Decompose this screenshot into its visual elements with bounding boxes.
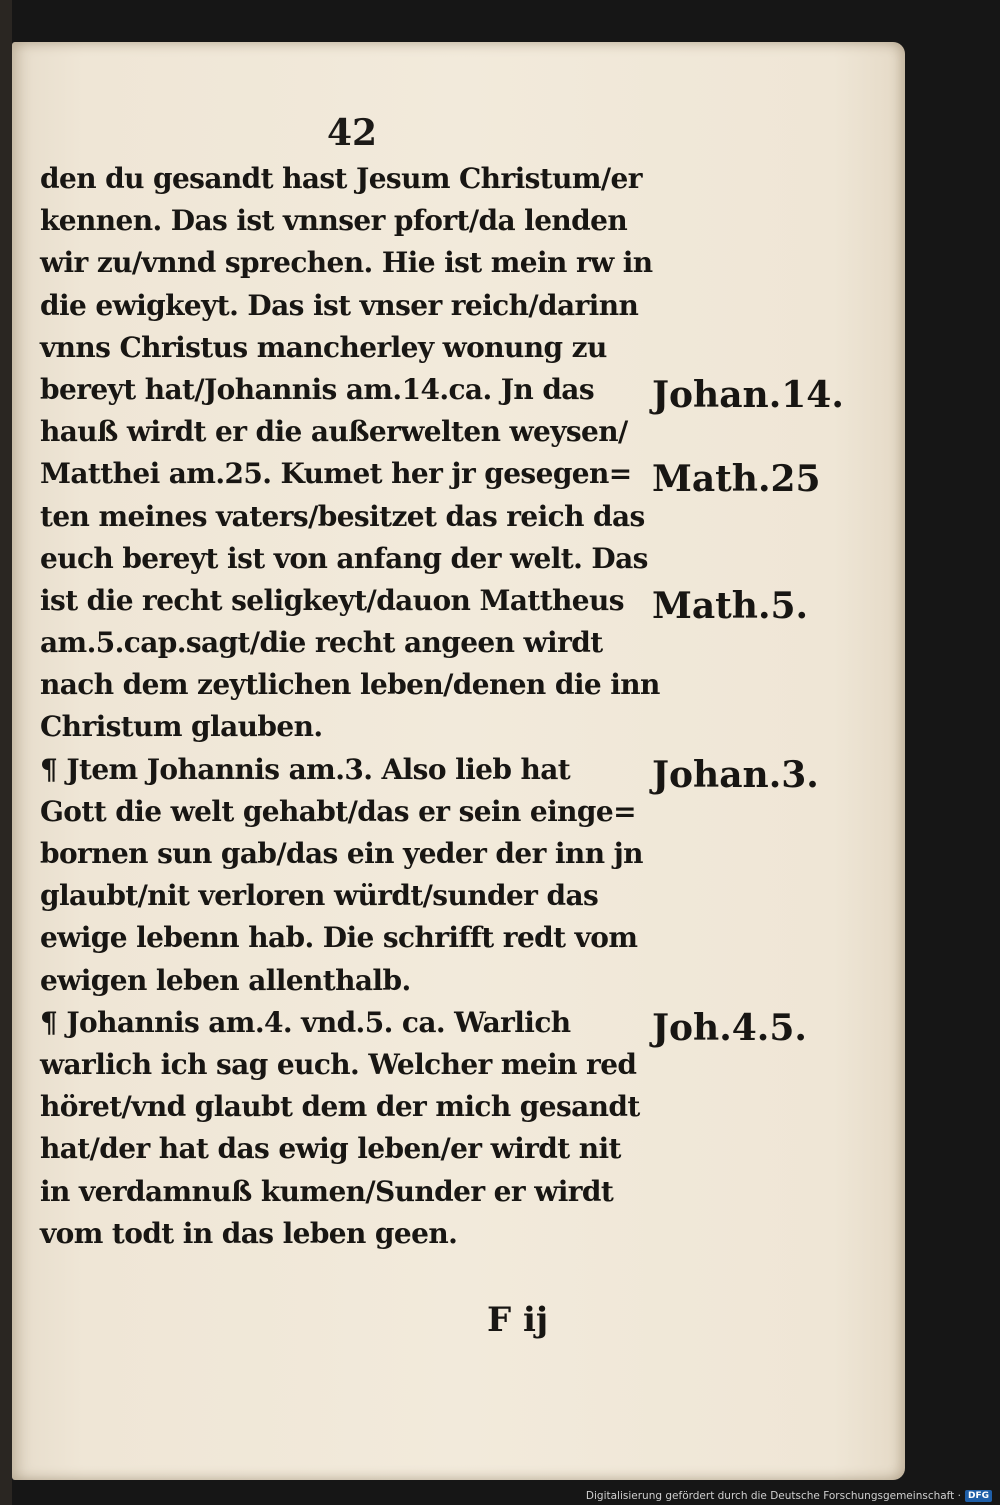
text-line: Gott die welt gehabt/das er sein einge=	[40, 794, 636, 828]
text-line: Christum glauben.	[40, 710, 323, 744]
text-line: euch bereyt ist von anfang der welt. Das	[40, 541, 648, 575]
text-line: ist die recht seligkeyt/dauon Mattheus	[40, 583, 624, 617]
text-line: kennen. Das ist vnnser pfort/da lenden	[40, 204, 628, 238]
body-text	[40, 158, 660, 1255]
text-line: hat/der hat das ewig leben/er wirdt nit	[40, 1132, 621, 1166]
signature-mark: F ij	[487, 1300, 549, 1340]
footer-text: Digitalisierung gefördert durch die Deutsche Forschungsgemeinschaft ·	[585, 1490, 961, 1502]
text-line: glaubt/nit verloren würdt/sunder das	[40, 879, 599, 913]
text-line: wir zu/vnnd sprechen. Hie ist mein rw in	[40, 246, 653, 280]
text-line: in verdamnuß kumen/Sunder er wirdt	[40, 1174, 614, 1208]
text-line: hauß wirdt er die außerwelten weysen/	[40, 415, 628, 449]
text-line: höret/vnd glaubt dem der mich gesandt	[40, 1090, 640, 1124]
margin-note: Joh.4.5.	[652, 1007, 807, 1049]
text-line: ¶ Johannis am.4. vnd.5. ca. Warlich	[40, 1005, 571, 1039]
text-line: ten meines vaters/besitzet das reich das	[40, 499, 645, 533]
text-line: warlich ich sag euch. Welcher mein red	[40, 1047, 637, 1081]
text-line: bornen sun gab/das ein yeder der inn jn	[40, 837, 643, 870]
text-line: die ewigkeyt. Das ist vnser reich/darinn	[40, 288, 639, 322]
text-line: den du gesandt hast Jesum Christum/er	[40, 162, 642, 195]
book-page	[12, 42, 905, 1480]
text-line: am.5.cap.sagt/die recht angeen wirdt	[40, 626, 603, 660]
dfg-logo-icon: DFG	[965, 1490, 992, 1502]
margin-note: Math.25	[652, 458, 821, 500]
page-edge-strip	[0, 0, 12, 1505]
text-line: ¶ Jtem Johannis am.3. Also lieb hat	[40, 752, 571, 786]
margin-note: Johan.3.	[652, 754, 819, 796]
margin-note: Johan.14.	[652, 374, 844, 416]
text-line: vom todt in das leben geen.	[40, 1216, 458, 1250]
text-line: bereyt hat/Johannis am.14.ca. Jn das	[40, 372, 595, 406]
text-line: ewige lebenn hab. Die schrifft redt vom	[40, 921, 638, 955]
page-number: 42	[327, 112, 378, 154]
text-line: nach dem zeytlichen leben/denen die inn	[40, 668, 660, 702]
text-line: Matthei am.25. Kumet her jr gesegen=	[40, 457, 632, 491]
footer-credit	[586, 1490, 992, 1502]
text-line: ewigen leben allenthalb.	[40, 963, 411, 997]
margin-note: Math.5.	[652, 585, 809, 627]
text-line: vnns Christus mancherley wonung zu	[40, 330, 607, 364]
